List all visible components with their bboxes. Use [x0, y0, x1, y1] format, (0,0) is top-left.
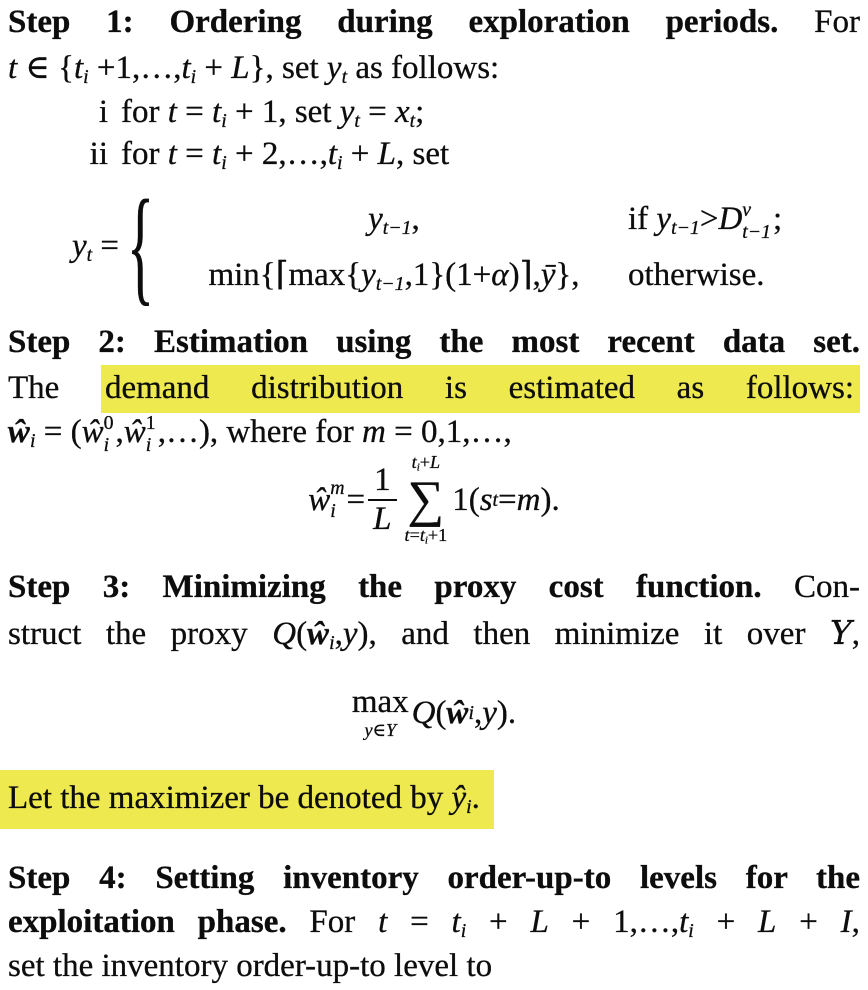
r-i: m — [362, 414, 386, 450]
r-i: m — [330, 477, 345, 500]
r-sub: t — [492, 488, 499, 511]
r-n: , — [334, 616, 343, 652]
r-sub: i — [424, 535, 428, 548]
m-stack — [330, 477, 344, 523]
r-i: Y — [385, 720, 397, 741]
r-i: t — [404, 525, 410, 546]
r-i: i — [145, 434, 152, 457]
r-n: ,…), where for — [157, 414, 363, 450]
r-n: + 2,…, — [226, 136, 328, 172]
r-sub: i — [329, 631, 335, 654]
step4-heading-line — [8, 856, 860, 901]
r-sy: Y — [829, 613, 852, 652]
r-n: 1 — [374, 462, 391, 499]
r-i: t — [451, 904, 461, 940]
r-n: 1 — [145, 411, 156, 434]
r-i: Q — [272, 616, 297, 652]
r-n: = — [176, 136, 213, 172]
cases-row2-condition — [628, 247, 860, 303]
r-i: y — [326, 50, 342, 86]
r-n: }, — [555, 257, 580, 293]
m-sigma: ∑ — [407, 470, 445, 528]
r-i: y — [72, 227, 87, 264]
item-ii-body — [121, 136, 449, 172]
r-i: L — [373, 501, 392, 537]
r-n: = — [409, 525, 420, 546]
m-num — [369, 462, 396, 499]
r-n: otherwise. — [628, 257, 765, 293]
r-n: i — [98, 94, 108, 130]
r-n: + — [196, 50, 232, 86]
r-n: , — [851, 904, 860, 940]
r-n: ii — [89, 136, 108, 172]
cases-row-1 — [160, 191, 860, 247]
m-base — [352, 685, 409, 720]
r-sub: t — [341, 65, 348, 88]
r-n: }, set — [249, 50, 327, 86]
r-sub: i — [221, 151, 227, 174]
r-i: v — [742, 198, 752, 221]
r-n: ), and then minimize it over — [357, 616, 830, 652]
m-lim — [364, 719, 396, 742]
r-sub: i — [337, 151, 343, 174]
r-i: y — [361, 257, 376, 293]
r-sub: t−1 — [382, 216, 412, 239]
step2-estimator-formula — [0, 448, 868, 552]
r-b: Step 4: Setting inventory order-up-to levels for the — [8, 860, 860, 896]
r-n: Con- — [761, 569, 860, 605]
r-i: t−1 — [742, 221, 772, 244]
r-n: + — [466, 904, 531, 940]
m-line — [742, 199, 751, 222]
r-n: ,1}(1+ — [404, 257, 492, 293]
r-n: + — [419, 452, 430, 473]
r-n: The — [8, 370, 101, 406]
r-n: )⌉, — [508, 257, 541, 293]
r-n: = — [359, 94, 396, 130]
hl — [0, 770, 494, 829]
r-n: + — [342, 136, 378, 172]
r-n: = — [498, 481, 517, 518]
r-n: , — [115, 414, 124, 450]
r-n: > — [699, 201, 719, 237]
r-n: if — [628, 201, 657, 237]
r-sub: i — [190, 65, 197, 88]
cases-lhs — [8, 228, 119, 267]
m-frac — [368, 462, 396, 538]
r-i: t — [8, 50, 18, 86]
r-i: t — [212, 94, 222, 130]
m-line — [742, 221, 771, 244]
r-i: α — [491, 257, 509, 293]
m-den — [368, 499, 396, 538]
r-n: . — [471, 780, 480, 816]
cases-row-2 — [160, 247, 860, 303]
r-sub: i — [466, 795, 472, 818]
r-i: ŵ — [308, 481, 331, 518]
r-i: D — [718, 201, 743, 237]
r-n: struct the proxy — [8, 616, 273, 652]
step4-closing-line — [8, 944, 860, 989]
m-under — [352, 685, 409, 742]
r-n: ; — [773, 201, 783, 237]
r-i: t — [212, 136, 222, 172]
r-i: L — [377, 136, 396, 172]
r-n: demand distribution is estimated as follows: — [104, 370, 854, 406]
r-sub: i — [30, 429, 36, 452]
r-i: t — [73, 50, 84, 86]
m-line — [330, 477, 344, 500]
r-i: y — [364, 720, 373, 741]
r-i: t — [327, 136, 337, 172]
step1-heading-line — [8, 0, 860, 45]
r-i: L — [758, 904, 777, 940]
r-n: , set — [395, 136, 450, 172]
r-n: Let the maximizer be denoted by — [8, 780, 452, 816]
r-n: max — [351, 683, 409, 720]
r-n: ). — [496, 695, 517, 731]
item-i-label — [8, 90, 108, 135]
r-i: y — [339, 94, 355, 130]
cases-brace: { — [127, 175, 154, 319]
r-i: t — [167, 136, 177, 172]
r-n: ; — [415, 94, 425, 130]
r-n: , — [851, 616, 861, 652]
r-n: = — [346, 481, 366, 518]
r-n: ∈ { — [17, 50, 74, 86]
r-i: y — [342, 616, 358, 652]
r-n: = — [387, 904, 452, 940]
r-sub: i — [416, 462, 420, 475]
r-bi: ŵ — [307, 616, 330, 652]
maximizer-highlight-line — [8, 776, 860, 830]
r-n: + — [693, 904, 759, 940]
r-n: +1 — [427, 525, 448, 546]
r-sub: t−1 — [671, 216, 700, 239]
r-n: ). — [540, 481, 560, 518]
r-i: ŷ — [451, 780, 467, 816]
r-sub: i — [83, 65, 89, 88]
r-n: + 1, set — [226, 94, 340, 130]
r-n: as follows: — [347, 50, 500, 86]
r-i: ŵ — [123, 414, 146, 450]
r-i: L — [429, 452, 441, 473]
m-stack — [742, 199, 771, 245]
r-i: Q — [411, 695, 436, 731]
r-i: I — [840, 904, 852, 940]
r-i: i — [103, 434, 110, 457]
r-n: = 0,1,…, — [385, 414, 512, 450]
r-n: + 1,…, — [548, 904, 680, 940]
r-i: ȳ — [540, 257, 556, 293]
r-i: t — [378, 904, 388, 940]
r-n: set the inventory order-up-to level to — [8, 948, 493, 984]
step2-highlighted-line — [8, 366, 860, 411]
r-n: ( — [296, 616, 308, 652]
r-n: ∈ — [372, 720, 386, 741]
m-line — [330, 500, 336, 523]
item-ii-label — [8, 132, 108, 177]
r-n: , — [474, 695, 483, 731]
r-sub: t — [354, 109, 360, 132]
r-n: = ( — [35, 414, 82, 450]
r-n: For — [778, 4, 860, 40]
r-i: m — [516, 481, 541, 518]
r-i: ŵ — [81, 414, 104, 450]
r-n: for — [121, 136, 168, 172]
r-i: y — [368, 201, 383, 237]
r-n: = — [176, 94, 213, 130]
r-i: L — [231, 50, 250, 86]
step3-proxy-line — [8, 610, 860, 666]
r-i: t — [167, 94, 177, 130]
r-sub: t — [86, 243, 93, 266]
r-b: Step 1: Ordering during exploration periods. — [8, 4, 779, 40]
r-i: s — [479, 481, 493, 518]
r-i: t — [419, 525, 425, 546]
item-i-body — [121, 94, 424, 130]
r-sub: i — [221, 109, 227, 132]
r-n: min{⌈max{ — [208, 257, 362, 293]
cases-row2-expression — [160, 247, 628, 312]
cases-body — [160, 191, 860, 303]
m-line — [104, 412, 114, 435]
m-sum — [405, 451, 448, 548]
r-b: exploitation phase. — [8, 904, 287, 940]
r-n: , — [411, 201, 420, 237]
step3-max-formula — [0, 666, 868, 761]
r-i: x — [395, 94, 410, 130]
r-b: Step 2: Estimation using the most recent data set. — [8, 324, 860, 360]
r-n: 1( — [452, 481, 480, 518]
hl — [101, 365, 860, 413]
r-b: Step 3: Minimizing the proxy cost function. — [8, 569, 762, 605]
step2-heading-line — [8, 320, 860, 365]
r-sub: i — [688, 919, 694, 942]
r-bi: ŵ — [8, 414, 31, 450]
r-n: For — [286, 904, 379, 940]
r-i: i — [330, 500, 336, 522]
r-n: ( — [435, 695, 447, 731]
r-i: t — [181, 50, 191, 86]
r-i: y — [656, 201, 672, 237]
r-n: +1,…, — [88, 50, 182, 86]
step1-cases-equation — [8, 175, 860, 319]
r-sub: i — [468, 702, 475, 724]
r-i: y — [482, 695, 497, 731]
r-n: + — [776, 904, 841, 940]
r-n: 0 — [103, 411, 114, 434]
r-n: for — [121, 94, 168, 130]
r-sub: t — [409, 109, 416, 132]
r-sub: i — [460, 919, 467, 942]
m-lim — [405, 524, 448, 548]
step3-heading-line — [8, 565, 860, 610]
r-i: t — [411, 452, 417, 473]
r-i: L — [530, 904, 549, 940]
r-bi: ŵ — [446, 695, 469, 731]
r-i: t — [679, 904, 689, 940]
m-line — [146, 412, 156, 435]
r-sub: t−1 — [375, 272, 405, 295]
r-n: = — [92, 227, 120, 264]
